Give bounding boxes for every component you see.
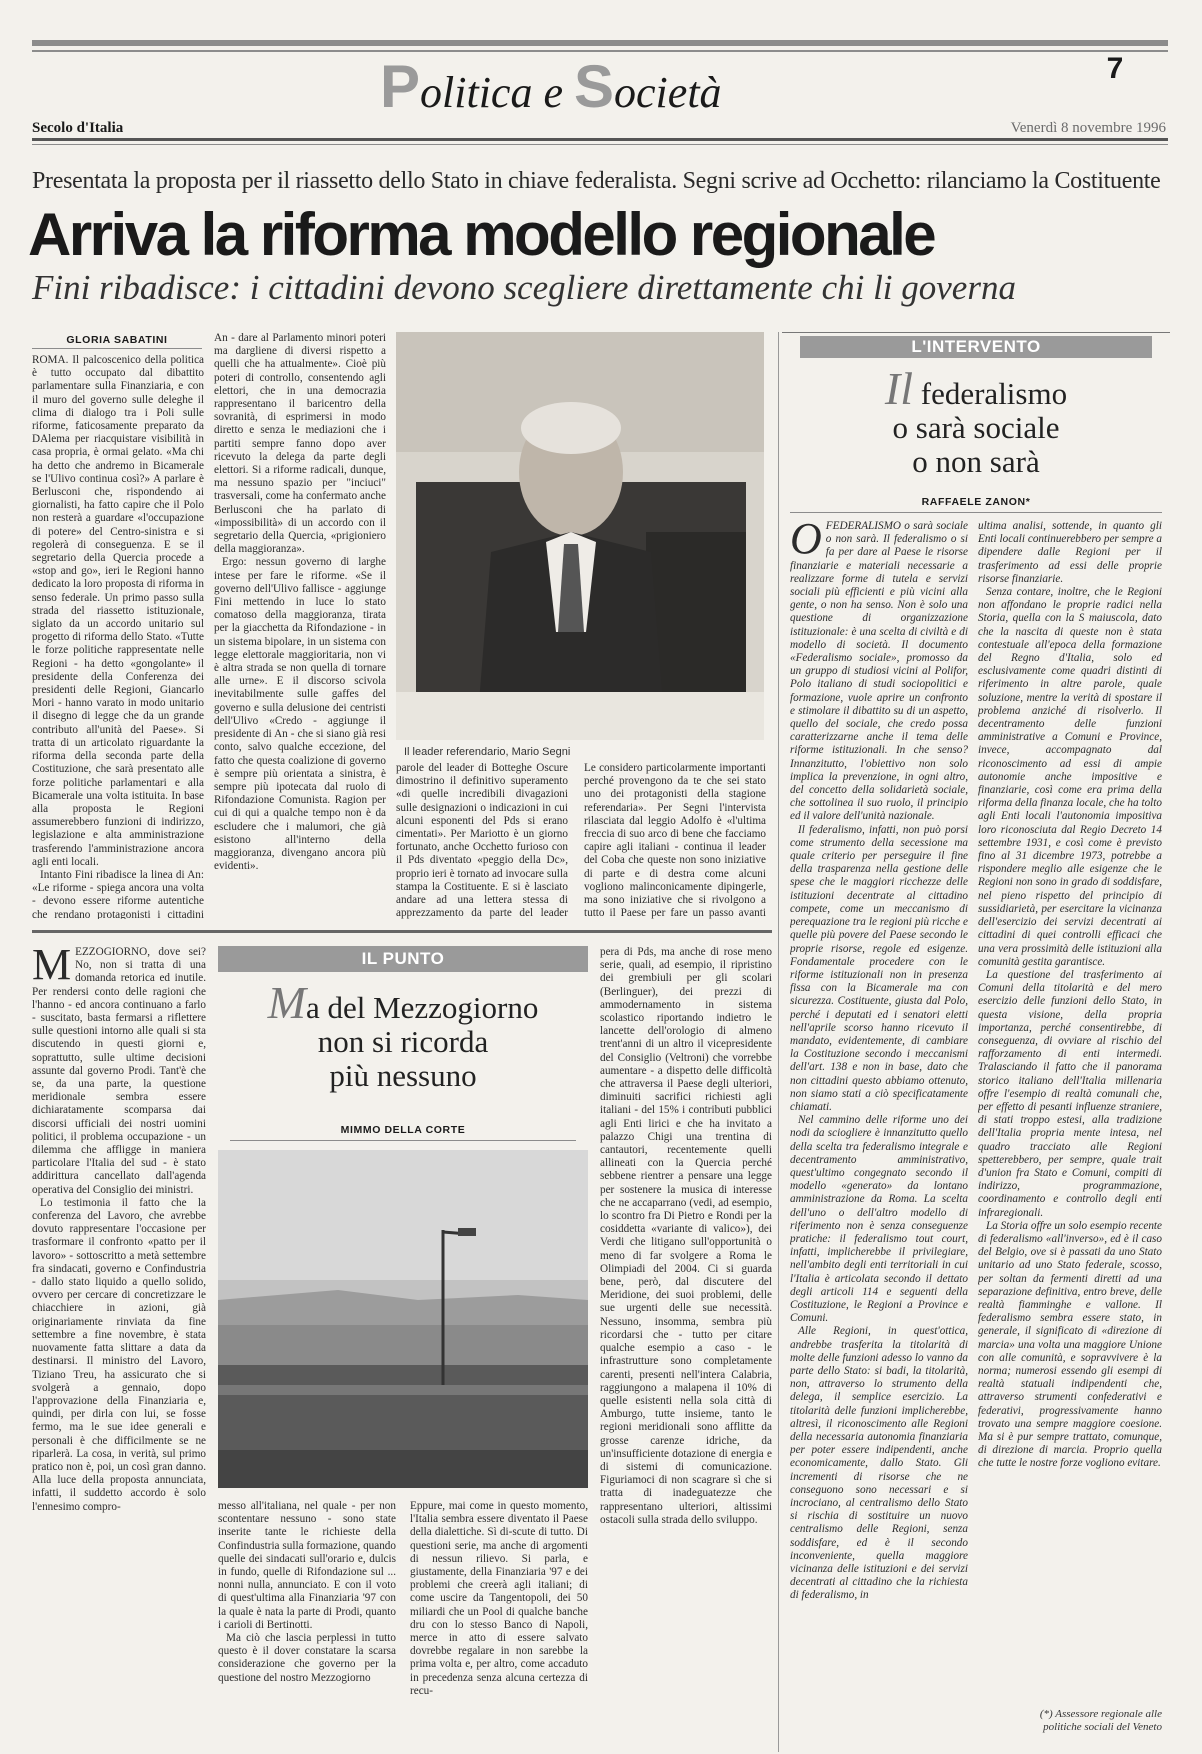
main-column-3 <box>396 762 568 920</box>
intervento-col1b-text: Il federalismo, infatti, non può porsi come strumento della secessione ma quale criterio per perseguire il fine della trasparenza nella gestione delle spese che le maggiori ricchezze delle istituzioni decentrate al cittadino compete, come un meccanismo di perequazione tra le regioni più ricche e quelle più povere del Paese secondo le proprie risorse, regole ed esigenze. Fondamentale procedere con le riforme istituzionali non in presenza fissa con la Bicamerale ma con sicurezza. Costituente, giusta dal Polo, perché i deputati ed i senatori eletti nell'aprile scorso hanno ricevuto il mandato, evidentemente, di cambiare la Costituzione secondo i meccanismi dell'art. 138 e non in base, dato che non cittadini questo abbiamo ottenuto, non siamo stati a ciò specificatamente chiamati. <box>790 823 968 1113</box>
main-byline: GLORIA SABATINI <box>66 334 168 346</box>
main-column-4 <box>584 762 766 920</box>
main-col2b-text: Ergo: nessun governo di larghe intese per fare le riforme. «Se il governo dell'Ulivo fallisce - aggiunge Fini mettendo in luce lo stato comatoso della maggioranza, tirata per la giacchetta da Rifondazione - in un sistema bipolare, in un sistema con legge elettorale maggioritaria, non vi è altra strada se non quella di tornare alle urne». E il discorso scivola inevitabilmente sulle gaffes del governo e sulla delusione dei centristi dell'Ulivo «Credo - aggiunge il presidente di An - che si siano già resi conto, salvo qualche eccezione, del fatto che questa coalizione di governo è sempre più orientata a sinistra, è sempre più ipotecata dal ruolo di Rifondazione Comunista. Ragion per cui di qui a qualche tempo non è da escludere che i malumori, che già esistono all'interno della maggioranza, divengano ancora più evidenti». <box>214 556 386 873</box>
main-col1b-text: Intanto Fini ribadisce la linea di An: «Le riforme - spiega ancora una volta - devono essere riforme autentiche che rendano protagonisti i cittadini <box>32 868 204 919</box>
photo-caption: Il leader referendario, Mario Segni <box>404 746 571 758</box>
intervento-column-1 <box>790 520 968 1750</box>
header-rule <box>32 138 1168 141</box>
segni-photo <box>396 332 764 740</box>
punto-column-1 <box>32 946 206 1750</box>
main-column-1 <box>32 354 204 919</box>
intervento-column-2 <box>978 520 1162 1706</box>
byline-rule <box>32 348 202 349</box>
harbor-photo-image <box>218 1150 588 1488</box>
punto-column-3 <box>410 1500 588 1750</box>
punto-column-2 <box>218 1500 396 1750</box>
intervento-rule <box>790 512 1162 513</box>
punto-column-4 <box>600 946 772 1750</box>
intervento-label: L'INTERVENTO <box>800 336 1152 358</box>
vertical-separator <box>778 332 779 1752</box>
lower-rule <box>32 930 772 933</box>
punto-dropcap: M <box>32 946 72 989</box>
intervento-col2-text: ultima analisi, sottende, in quanto gli Enti locali continuerebbero per sempre a dipendere dalle Regioni per il trasferimento ad essi delle proprie risorse finanziarie. <box>978 520 1162 585</box>
intervento-col1c-text: Nel cammino delle riforme uno dei nodi da sciogliere è innanzitutto quello della scelta tra federalismo integrale e decentramento amministrativo, quest'ultimo congegnato secondo il modello «generato» da lontano amministrazione da Roma. La scelta dell'uno o dell'altro modello di riferimento non è senza conseguenze pratiche: il federalismo tout court, infatti, implicherebbe il privilegiare, nell'ambito degli enti territoriali in cui l'Italia è articolata secondo il dettato degli articoli 114 e seguenti della Costituzione, le Regioni a Province e Comuni. <box>790 1114 968 1325</box>
masthead: Secolo d'Italia <box>32 120 124 136</box>
punto-label: IL PUNTO <box>218 946 588 972</box>
punto-byline: MIMMO DELLA CORTE <box>340 1124 466 1136</box>
main-column-2 <box>214 332 386 919</box>
punto-col1-text: MEZZOGIORNO, dove sei? No, non si tratta di una domanda retorica ed inutile. Per rendersi conto delle ragioni che l'hanno - ed ancora continuano a farlo - suscitato, basta fermarsi a riflettere sulle questioni intorno alle quali si sta discutendo in questi giorni e, soprattutto, sulle ultime decisioni assunte dal governo Prodi. Tant'è che se, da una parte, la questione meridionale sembra essere dichiaratamente scomparsa dai discorsi ufficiali dei nostri uomini politici, il problema occupazione - un dilemma che affligge in maniera particolare l'Italia del sud - è stato addirittura cancellato dall'agenda operativa del Consiglio dei ministri. <box>32 946 206 1196</box>
kicker: Presentata la proposta per il riassetto dello Stato in chiave federalista. Segni scrive ad Occhetto: rilanciamo la Costituente <box>32 168 1161 194</box>
intervento-footnote: (*) Assessore regionale alle politiche sociali del Veneto <box>1039 1708 1162 1733</box>
punto-col3-text: Eppure, mai come in questo momento, l'Italia sembra essere diventato il Paese della dialettiche. Sì di-scute di tutto. Di questioni serie, ma anche di argomenti di nessun rilievo. Si parla, e giustamente, della Finanziaria '97 e dei problemi che creerà agli italiani; di come uscire da Tangentopoli, dei 50 miliardi che un Pool di qualche banche dru con lo stesso Banco di Napoli, merce in atto di essere salvato dovrebbe regalare in non sarebbe la prima volta e, per altro, come accaduto in precedenza senza alcuna certezza di recu- <box>410 1500 588 1697</box>
intervento-title: Il federalismo o sarà sociale o non sarà <box>884 363 1068 479</box>
punto-col2-text: messo all'italiana, nel quale - per non scontentare nessuno - sono state inserite tante le richieste della Confindustria sulla formazione, quando quelle dei sindacati sull'orario e, dulcis in fundo, quelle di Rifondazione sul ... nonni nulla, annunciato. E con il voto di quest'ultima alla Finanziaria '97 con la quale è nata la parte di Prodi, quanto i carioli di Bertinotti. <box>218 1500 396 1631</box>
subhead: Fini ribadisce: i cittadini devono scegliere direttamente chi li governa <box>32 268 1016 307</box>
dateline: Venerdì 8 novembre 1996 <box>1010 120 1166 136</box>
page-number: 7 <box>1106 52 1124 85</box>
section-title: Politica e Società <box>380 53 722 120</box>
intervento-col2d-text: La Storia offre un solo esempio recente di federalismo «all'inverso», ed è il caso del Belgio, ove si è passati da uno Stato unitario ad uno Stato federale, scosso, per soltan da fermenti diretti ad una separazione definitiva, entro breve, delle realtà fiamminghe e vallone. Il federalismo sembra essere stato, in generale, il significato di «direzione di marcia» una volta una maggiore Unione con alle comunità, e sopravvivere è la norma; numerosi essendo gli esempi di realtà statuali indipendenti che, attraverso strumenti confederativi e federativi, progressivamente hanno trovato una sempre maggiore coesione. Ma si è pur sempre trattato, comunque, di direzione di marcia. Proprio quella che tutte le nostre forze vogliono evitare. <box>978 1219 1162 1470</box>
intervento-dropcap: O <box>790 520 822 563</box>
main-col3-text: parole del leader di Botteghe Oscure dimostrino il definitivo superamento «di quelle incredibili divagazioni sulle designazioni o indicazioni in cui alcuni esponenti del Pds si erano cimentati». Per Mariotto è un giorno fortunato, anche Occhetto furioso con il Pds diventato «peggio della Dc», proprio ieri è tornato ad invocare sulla stampa la Costituente. E si è lasciato andare ad una lettera stessa di apprezzamento da parte del leader <box>396 762 568 920</box>
segni-photo-image <box>396 332 764 740</box>
main-col2-text: An - dare al Parlamento minori poteri ma dargliene di diversi rispetto a quelli che ha attualmente». Cioè più poteri di controllo, consentendo agli elettori, che in una democrazia rappresentano il baricentro della sovranità, di esprimersi in modo diretto e senza le mediazioni che i partiti sempre fanno dopo aver ricevuto la delega da parte degli elettori. Si a riforme radicali, dunque, ma nessuno spazio per "inciuci" trasversali, come ha confermato anche Berlusconi che ha parlato di «impossibilità» di un accordo con il segretario della Quercia, «prigioniero della maggioranza». <box>214 332 386 556</box>
intervento-col2c-text: La questione del trasferimento ai Comuni della titolarità e del mero esercizio delle funzioni dello Stato, in questa visione, della propria importanza, perché consentirebbe, di conseguenza, di ovviare al rischio del rafforzamento di enti intermedi. Tralasciando il fatto che il panorama storico italiano dell'Italia millenaria offre l'esempio di realtà comunali che, per effetto di pesanti influenze straniere, di stati troppo estesi, alla tradizione dell'Italia propria mente intesa, nel quadro tracciato alle Regioni spetterebbero, per sempre, quale trait d'union fra Stato e Comuni, compiti di indirizzo, programmazione, coordinamento e controllo degli enti infraregionali. <box>978 968 1162 1219</box>
main-col1-text: ROMA. Il palcoscenico della politica è tutto occupato dal dibattito parlamentare sulla Finanziaria, e con il muro del governo sulle deleghe il clima di dialogo tra i Poli sulle riforme, faticosamente preparato da DAlema per riacquistare visibilità in casa propria, è ormai gelato. «Ma chi ha detto che andremo in Bicamerale se l'Ulivo continua così?» A parlare è Berlusconi che, rispondendo ai giornalisti, ha fatto capire che il Polo non resterà a guardare «l'occupazione di potere» del Centro-sinistra e si regolerà di conseguenza. E se il segretario della Quercia procede a «stop and go», ieri le Regioni hanno dedicato la loro proposta di riforma in senso federale. Un primo passo sulla strada del riassetto istituzionale, siglato da un accordo unitario sul progetto di riforma dello Stato. «Tutte le forze politiche rappresentate nelle Regioni - ha detto «gongolante» il presidente della Conferenza dei presidenti delle Regioni, Giancarlo Mori - hanno varato in modo unitario il disegno di legge che da un grande contributo all'unità del Paese». Si tratta di un articolato riguardante la riforma della seconda parte della Costituzione, che sarà presentato alle forze politiche parlamentari e alla Bicamerale una volta istituita. In base alla proposta le Regioni assumerebbero funzioni di indirizzo, legislazione e alta amministrazione trasferendo l'amministrazione ancora agli enti locali. <box>32 354 204 868</box>
intervento-border <box>782 332 1170 333</box>
intervento-col2b-text: Senza contare, inoltre, che le Regioni non affondano le proprie radici nella Storia, quella con la S maiuscola, dato che la nascita di queste non è stata contestuale all'epoca della formazione del Regno d'Italia, solo ed esclusivamente come quadri distinti di riferimento in altre parole, quale soluzione, mentre la verità di spostare il problema anziché di risolverlo. Il decentramento delle funzioni amministrative a Comuni e Province, invece, accompagnato dal riconoscimento ad essi di ampie autonomie anche impositive e finanziarie, così come era prima della riforma della finanza locale, che ha tolto agli Enti locali l'autonomia impositiva loro riconosciuta dal Regio Decreto 14 settembre 1931, e così come è previsto fino al 31 dicembre 1973, potrebbe a rispondere meglio alle esigenze che le Regioni non sono in grado di soddisfare, nel pieno rispetto del principio di sussidiarietà, per esercitare la vicinanza dell'esercizio dei servizi decentrati ai cittadini di quei controlli efficaci che una vera prossimità delle istituzioni alla comunità gestita garantisce. <box>978 586 1162 968</box>
punto-col2b-text: Ma ciò che lascia perplessi in tutto questo è il dover constatare la scarsa considerazione che governo per la questione del nostro Mezzogiorno <box>218 1632 396 1684</box>
header-rule-thin <box>32 144 1168 145</box>
harbor-photo <box>218 1150 588 1488</box>
punto-col1b-text: Lo testimonia il fatto che la conferenza del Lavoro, che avrebbe dovuto rappresentare l'occasione per trasformare il confronto «patto per il lavoro» - sottoscritto a metà settembre fra sindacati, governo e Confindustria - dallo stato liquido a quello solido, ovvero per cercare di concretizzare le chiacchiere in azioni, già originariamente rinviata da fine settembre a fine novembre, è stata nuovamente fatta slittare a data da destinarsi. Il ministro del Lavoro, Tiziano Treu, ha assicurato che si svolgerà a gennaio, dopo l'approvazione della Finanziaria e, quindi, per dirla con lui, se fosse fermo, ma le sue idee generali e personali è che difficilmente se ne riparlerà. La cosa, in verità, sul primo pratico non è, poi, un così gran danno. Alla luce della proposta annunciata, infatti, il suddetto accordo è solo l'ennesimo compro- <box>32 1196 206 1513</box>
punto-title: Ma del Mezzogiorno non si ricorda più nessuno <box>267 977 539 1093</box>
punto-rule <box>230 1140 576 1141</box>
headline: Arriva la riforma modello regionale <box>28 201 935 268</box>
intervento-col1d-text: Alle Regioni, in quest'ottica, andrebbe trasferita la titolarità di molte delle funzioni adesso lo vanno da parte dello Stato: si badi, la titolarità, non, attraverso lo strumento della delega, il semplice esercizio. La titolarità delle funzioni implicherebbe, altresì, il riconoscimento alle Regioni della necessaria autonomia finanziaria per poter essere indipendenti, anche economicamente, dallo Stato. Gli incrementi di risorse che ne conseguono sono necessari e si incrociano, al centralismo dello Stato si rischia di sostituire un nuovo centralismo delle Regioni, senza soddisfare, ed è il secondo inconveniente, quella maggiore vicinanza delle istituzioni e dei servizi decentrati al cittadino che la richiesta di federalismo, in <box>790 1325 968 1602</box>
top-rule <box>32 40 1168 46</box>
punto-col4-text: pera di Pds, ma anche di rose meno serie, quali, ad esempio, il ripristino dei grembiuli per gli scolari (Berlinguer), dei prezzi di ammodernamento in sistema scolastico riportando indietro le lancette dell'orologio di almeno trent'anni di un altro il vicepresidente del Consiglio (Veltroni) che vorrebbe aumentare - a dispetto delle difficoltà che attraversa il Paese degli ulteriori, diminuiti sacrifici richiesti agli italiani - del 15% i contributi pubblici agli Enti lirici e che ha invitato a palazzo Chigi una trentina di cantautori, recentemente quelli allineati con la Quercia perché sebbene rientrer a pensare una legge per sostenere la musica di interesse che ne accaparrano (vedi, ad esempio, lo scontro fra Di Pietro e Rondi per la cosiddetta «variante di valico»), dei Verdi che litigano sull'opportunità o meno di far svolgere a Roma le Olimpiadi del 2004. Ci si guarda bene, però, dal discutere del Meridione, dei suoi problemi, delle sue urgenti delle sue necessità. Nessuno, insomma, sembra più ricordarsi che - tutto per citare qualche esempio a caso - le infrastrutture sono completamente carenti, presenti nell'intera Calabria, raggiungono a malapena il 10% di quelle esistenti nella sola città di Amburgo, tutte insieme, tanto le regioni meridionali sono afflitte da grosse carenze idriche, da un'insufficiente dotazione di energia e di sistemi di comunicazione. Figuriamoci di non scagrare sì che si tratta di inadeguatezze che rappresentano ulteriori, altissimi ostacoli sulla strada dello sviluppo. <box>600 946 772 1526</box>
main-col4-text: Le considero particolarmente importanti perché provengono da te che sei stato uno dei protagonisti della stagione referendaria». Per Segni l'intervista rilasciata dal leggio Adolfo è «l'ultima freccia di suo arco di bene che facciamo capire agli italiani - continua il leader del Coba che queste non sono iniziative di parte e di destra come alcuni vogliono malinconicamente dipingerle, ma sono iniziative che si rivolgono a tutto il Paese per fare un passo avanti <box>584 762 766 920</box>
intervento-col1-text: OFEDERALISMO o sarà sociale o non sarà. Il federalismo o si fa per dare al Paese le risorse finanziarie e materiali necessarie a realizzare forme di tutela e servizi sociali più efficienti e più vicini alla gente, o non ha senso. Non è solo una questione di organizzazione istituzionale: è una scelta di civiltà e di modello di società. Il documento «Federalismo sociale», promosso da un gruppo di studiosi vicini al Polifor, Polo italiano di studi sociopolitici e formazione, vuole aprire un confronto e stimolare il dibattito su di un aspetto, quello del sociale, che credo possa caratterizzarne anche il tema delle riforme istituzionali. In che senso? Innanzitutto, l'obiettivo non solo implica la prevenzione, in ogni altro, del concetto della solidarietà sociale, che sottolinea il suo ruolo, il principio ed il valore dell'unità nazionale. <box>790 520 968 823</box>
intervento-byline: RAFFAELE ZANON* <box>921 496 1031 508</box>
